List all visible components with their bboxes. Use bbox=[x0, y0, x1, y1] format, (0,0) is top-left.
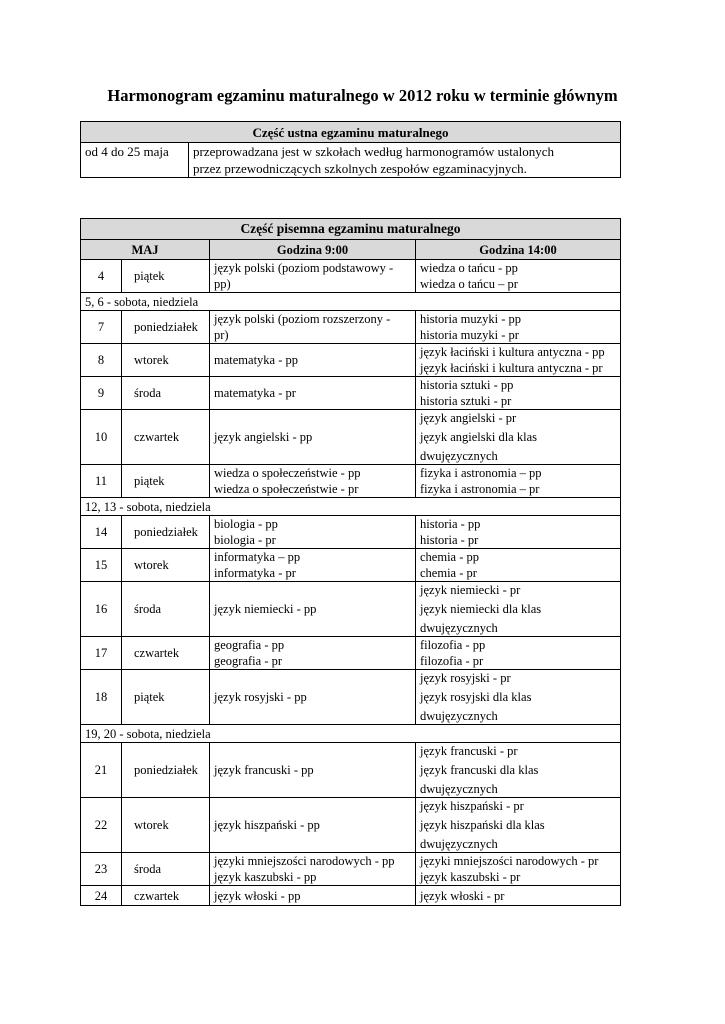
exam-day-number: 14 bbox=[81, 516, 122, 549]
morning-exam-line: język angielski - pp bbox=[214, 430, 313, 444]
oral-exam-period: od 4 do 25 maja bbox=[81, 143, 189, 178]
morning-exam-line: pr) bbox=[214, 328, 229, 342]
afternoon-exams bbox=[416, 260, 621, 293]
morning-exam-line: języki mniejszości narodowych - pp bbox=[214, 854, 395, 868]
exam-day-row bbox=[81, 637, 621, 670]
morning-exam-line: pp) bbox=[214, 277, 231, 291]
morning-exam-line: język niemiecki - pp bbox=[214, 602, 317, 616]
exam-day-row bbox=[81, 582, 621, 637]
afternoon-exam-line: język łaciński i kultura antyczna - pp bbox=[420, 345, 605, 359]
afternoon-exam-line: dwujęzycznych bbox=[420, 449, 498, 463]
exam-day-number: 15 bbox=[81, 549, 122, 582]
morning-exam-line: wiedza o społeczeństwie - pp bbox=[214, 466, 361, 480]
afternoon-exams bbox=[416, 516, 621, 549]
weekend-row bbox=[81, 725, 621, 743]
morning-exam-line: informatyka – pp bbox=[214, 550, 301, 564]
exam-day-row bbox=[81, 377, 621, 410]
morning-exam-line: język polski (poziom podstawowy - bbox=[214, 261, 394, 275]
afternoon-exams bbox=[416, 410, 621, 465]
exam-day-row bbox=[81, 853, 621, 886]
written-exam-table bbox=[80, 218, 621, 906]
afternoon-exam-line: fizyka i astronomia – pr bbox=[420, 482, 540, 496]
exam-day-row bbox=[81, 798, 621, 853]
exam-day-number: 16 bbox=[81, 582, 122, 637]
afternoon-exams bbox=[416, 853, 621, 886]
exam-day-number: 8 bbox=[81, 344, 122, 377]
weekend-label: 12, 13 - sobota, niedziela bbox=[81, 498, 621, 516]
exam-day-number: 23 bbox=[81, 853, 122, 886]
afternoon-exam-line: język niemiecki dla klas bbox=[420, 602, 542, 616]
oral-exam-description bbox=[189, 143, 621, 178]
afternoon-exam-line: chemia - pr bbox=[420, 566, 477, 580]
exam-day-row bbox=[81, 311, 621, 344]
exam-weekday: środa bbox=[122, 377, 210, 410]
morning-exam-line: matematyka - pr bbox=[214, 386, 296, 400]
exam-day-row bbox=[81, 516, 621, 549]
afternoon-exams bbox=[416, 311, 621, 344]
afternoon-exam-line: język angielski dla klas bbox=[420, 430, 537, 444]
oral-exam-header: Część ustna egzaminu maturalnego bbox=[81, 122, 621, 143]
afternoon-exams bbox=[416, 670, 621, 725]
exam-weekday: piątek bbox=[122, 465, 210, 498]
exam-day-row bbox=[81, 260, 621, 293]
morning-exams bbox=[210, 798, 416, 853]
oral-exam-table bbox=[80, 121, 621, 178]
afternoon-exam-line: wiedza o tańcu - pp bbox=[420, 261, 518, 275]
morning-exam-line: geografia - pp bbox=[214, 638, 285, 652]
morning-exams bbox=[210, 670, 416, 725]
morning-exam-line: biologia - pr bbox=[214, 533, 276, 547]
morning-exams bbox=[210, 637, 416, 670]
morning-exams bbox=[210, 549, 416, 582]
morning-exams bbox=[210, 582, 416, 637]
morning-exams bbox=[210, 377, 416, 410]
afternoon-exam-line: filozofia - pp bbox=[420, 638, 486, 652]
afternoon-exam-line: historia - pr bbox=[420, 533, 479, 547]
afternoon-exam-line: język francuski dla klas bbox=[420, 763, 539, 777]
exam-weekday: poniedziałek bbox=[122, 311, 210, 344]
afternoon-exam-line: historia muzyki - pp bbox=[420, 312, 522, 326]
morning-exams bbox=[210, 344, 416, 377]
morning-exam-line: język rosyjski - pp bbox=[214, 690, 307, 704]
exam-day-number: 7 bbox=[81, 311, 122, 344]
afternoon-exam-line: dwujęzycznych bbox=[420, 782, 498, 796]
afternoon-exams bbox=[416, 344, 621, 377]
exam-day-number: 18 bbox=[81, 670, 122, 725]
exam-day-number: 22 bbox=[81, 798, 122, 853]
afternoon-exams bbox=[416, 743, 621, 798]
exam-day-row bbox=[81, 344, 621, 377]
exam-day-number: 9 bbox=[81, 377, 122, 410]
column-header-month: MAJ bbox=[81, 240, 210, 260]
exam-weekday: poniedziałek bbox=[122, 516, 210, 549]
weekend-row bbox=[81, 498, 621, 516]
afternoon-exam-line: filozofia - pr bbox=[420, 654, 484, 668]
exam-day-number: 21 bbox=[81, 743, 122, 798]
morning-exams bbox=[210, 260, 416, 293]
morning-exams bbox=[210, 516, 416, 549]
column-header-afternoon: Godzina 14:00 bbox=[416, 240, 621, 260]
exam-day-row bbox=[81, 670, 621, 725]
afternoon-exam-line: język hiszpański dla klas bbox=[420, 818, 545, 832]
morning-exam-line: język francuski - pp bbox=[214, 763, 314, 777]
afternoon-exam-line: fizyka i astronomia – pp bbox=[420, 466, 542, 480]
afternoon-exam-line: wiedza o tańcu – pr bbox=[420, 277, 518, 291]
afternoon-exams bbox=[416, 377, 621, 410]
exam-day-row bbox=[81, 465, 621, 498]
afternoon-exam-line: język rosyjski dla klas bbox=[420, 690, 532, 704]
exam-day-number: 17 bbox=[81, 637, 122, 670]
exam-weekday: czwartek bbox=[122, 410, 210, 465]
schedule-body bbox=[81, 260, 621, 906]
morning-exam-line: język hiszpański - pp bbox=[214, 818, 320, 832]
page-title: Harmonogram egzaminu maturalnego w 2012 roku w terminie głównym bbox=[107, 86, 618, 105]
afternoon-exams bbox=[416, 798, 621, 853]
afternoon-exam-line: historia - pp bbox=[420, 517, 481, 531]
morning-exams bbox=[210, 465, 416, 498]
afternoon-exams bbox=[416, 582, 621, 637]
afternoon-exam-line: język niemiecki - pr bbox=[420, 583, 521, 597]
afternoon-exam-line: historia muzyki - pr bbox=[420, 328, 519, 342]
exam-weekday: czwartek bbox=[122, 637, 210, 670]
morning-exams bbox=[210, 853, 416, 886]
exam-weekday: środa bbox=[122, 853, 210, 886]
afternoon-exams bbox=[416, 465, 621, 498]
exam-day-number: 4 bbox=[81, 260, 122, 293]
afternoon-exam-line: dwujęzycznych bbox=[420, 621, 498, 635]
exam-day-row bbox=[81, 743, 621, 798]
afternoon-exam-line: język francuski - pr bbox=[420, 744, 518, 758]
afternoon-exam-line: języki mniejszości narodowych - pr bbox=[420, 854, 599, 868]
afternoon-exam-line: historia sztuki - pr bbox=[420, 394, 512, 408]
morning-exam-line: geografia - pr bbox=[214, 654, 283, 668]
morning-exam-line: matematyka - pp bbox=[214, 353, 298, 367]
exam-day-row bbox=[81, 886, 621, 906]
afternoon-exam-line: historia sztuki - pp bbox=[420, 378, 514, 392]
exam-weekday: wtorek bbox=[122, 798, 210, 853]
exam-weekday: czwartek bbox=[122, 886, 210, 906]
exam-day-number: 11 bbox=[81, 465, 122, 498]
morning-exams bbox=[210, 311, 416, 344]
exam-weekday: poniedziałek bbox=[122, 743, 210, 798]
afternoon-exam-line: język angielski - pr bbox=[420, 411, 517, 425]
exam-day-number: 10 bbox=[81, 410, 122, 465]
oral-description-line: przeprowadzana jest w szkołach według harmonogramów ustalonych bbox=[193, 144, 554, 159]
morning-exam-line: język polski (poziom rozszerzony - bbox=[214, 312, 391, 326]
morning-exams bbox=[210, 410, 416, 465]
afternoon-exam-line: język kaszubski - pr bbox=[420, 870, 521, 884]
exam-weekday: wtorek bbox=[122, 344, 210, 377]
exam-weekday: piątek bbox=[122, 260, 210, 293]
exam-day-row bbox=[81, 549, 621, 582]
morning-exam-line: informatyka - pr bbox=[214, 566, 296, 580]
exam-weekday: piątek bbox=[122, 670, 210, 725]
weekend-row bbox=[81, 293, 621, 311]
morning-exam-line: język włoski - pp bbox=[214, 888, 301, 903]
afternoon-exam-line: język rosyjski - pr bbox=[420, 671, 511, 685]
afternoon-exam-line: dwujęzycznych bbox=[420, 709, 498, 723]
column-header-morning: Godzina 9:00 bbox=[210, 240, 416, 260]
afternoon-exams bbox=[416, 549, 621, 582]
exam-day-number: 24 bbox=[81, 886, 122, 906]
exam-weekday: środa bbox=[122, 582, 210, 637]
written-exam-header: Część pisemna egzaminu maturalnego bbox=[81, 219, 621, 240]
weekend-label: 19, 20 - sobota, niedziela bbox=[81, 725, 621, 743]
afternoon-exams bbox=[416, 637, 621, 670]
weekend-label: 5, 6 - sobota, niedziela bbox=[81, 293, 621, 311]
morning-exam-line: język kaszubski - pp bbox=[214, 870, 317, 884]
morning-exam-line: biologia - pp bbox=[214, 517, 278, 531]
morning-exams bbox=[210, 886, 416, 906]
afternoon-exam-line: język włoski - pr bbox=[420, 888, 505, 903]
afternoon-exam-line: chemia - pp bbox=[420, 550, 480, 564]
morning-exams bbox=[210, 743, 416, 798]
afternoon-exam-line: język hiszpański - pr bbox=[420, 799, 524, 813]
afternoon-exams bbox=[416, 886, 621, 906]
morning-exam-line: wiedza o społeczeństwie - pr bbox=[214, 482, 359, 496]
afternoon-exam-line: język łaciński i kultura antyczna - pr bbox=[420, 361, 603, 375]
exam-weekday: wtorek bbox=[122, 549, 210, 582]
afternoon-exam-line: dwujęzycznych bbox=[420, 837, 498, 851]
oral-description-line: przez przewodniczących szkolnych zespołów egzaminacyjnych. bbox=[193, 161, 527, 176]
exam-day-row bbox=[81, 410, 621, 465]
